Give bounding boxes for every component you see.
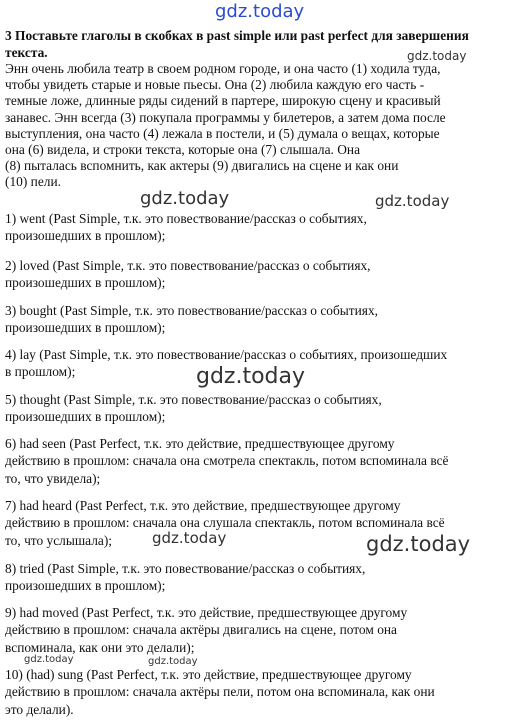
task-text-line: чтобы увидеть старые и новые пьесы. Она (2) любила каждую его часть - bbox=[5, 77, 425, 93]
task-text-line: занавес. Энн всегда (3) покупала программы у билетеров, а затем дома после bbox=[5, 109, 446, 125]
answer-2 bbox=[5, 257, 510, 292]
answer-line: произошедших в прошлом); bbox=[5, 409, 166, 425]
answer-line: 4) lay (Past Simple, т.к. это повествование/рассказ о событиях, произошедших bbox=[5, 347, 448, 362]
answer-4 bbox=[5, 346, 510, 381]
answer-line: произошедших в прошлом); bbox=[5, 320, 166, 336]
answer-3 bbox=[5, 302, 510, 337]
watermark-right-mid: gdz.today bbox=[375, 192, 450, 210]
watermark-lower-right: gdz.today bbox=[366, 532, 471, 556]
watermark-right-upper: gdz.today bbox=[407, 49, 467, 63]
answer-line: вспоминала, как они это делали); bbox=[5, 639, 195, 655]
answer-1 bbox=[5, 210, 510, 245]
answer-line: то, что увидела); bbox=[5, 470, 101, 486]
task-text-line: темные ложе, длинные ряды сидений в партере, широкую сцену и красивый bbox=[5, 93, 441, 109]
watermark-top: gdz.today bbox=[215, 1, 305, 22]
answer-5 bbox=[5, 391, 510, 426]
answer-line: 1) went (Past Simple, т.к. это повествование/рассказ о событиях, bbox=[5, 211, 367, 226]
answer-line: 2) loved (Past Simple, т.к. это повествование/рассказ о событиях, bbox=[5, 258, 371, 273]
task-text-line: (10) пели. bbox=[5, 174, 61, 190]
task-text-line: она (6) видела, и строки текста, которые она (7) слышала. Она bbox=[5, 142, 361, 158]
watermark-bottom-left: gdz.today bbox=[24, 654, 74, 665]
watermark-bottom-center: gdz.today bbox=[148, 656, 198, 667]
answer-7 bbox=[5, 497, 510, 549]
task-text-line: Энн очень любила театр в своем родном городе, и она часто (1) ходила туда, bbox=[5, 61, 441, 76]
answer-line: произошедших в прошлом); bbox=[5, 578, 166, 594]
answer-line: действию в прошлом: сначала она слушала спектакль, потом вспоминала всё bbox=[5, 515, 445, 531]
answer-9 bbox=[5, 604, 510, 656]
answer-line: 8) tried (Past Simple, т.к. это повествование/рассказ о событиях, bbox=[5, 561, 366, 576]
answer-line: то, что услышала); bbox=[5, 532, 113, 548]
answer-line: 10) (had) sung (Past Perfect, т.к. это действие, предшествующее другому bbox=[5, 667, 412, 682]
task-text bbox=[5, 61, 510, 191]
answer-line: 5) thought (Past Simple, т.к. это повествование/рассказ о событиях, bbox=[5, 392, 382, 407]
answer-line: произошедших в прошлом); bbox=[5, 228, 166, 244]
watermark-center: gdz.today bbox=[196, 364, 306, 389]
answer-10 bbox=[5, 666, 510, 718]
task-text-line: (8) пыталась вспомнить, как актеры (9) двигались на сцене и как они bbox=[5, 158, 399, 174]
answer-line: это делали). bbox=[5, 701, 74, 717]
answer-line: 9) had moved (Past Perfect, т.к. это действие, предшествующее другому bbox=[5, 605, 408, 620]
watermark-lower-center: gdz.today bbox=[152, 529, 227, 547]
answer-line: 6) had seen (Past Perfect, т.к. это действие, предшествующее другому bbox=[5, 436, 395, 451]
answer-line: действию в прошлом: сначала актёры двигались на сцене, потом она bbox=[5, 622, 397, 638]
answer-8 bbox=[5, 560, 510, 595]
answer-line: произошедших в прошлом); bbox=[5, 275, 166, 291]
watermark-left-mid: gdz.today bbox=[140, 188, 230, 209]
answer-6 bbox=[5, 435, 510, 487]
task-text-line: выступления, она часто (4) лежала в постели, и (5) думала о вещах, которые bbox=[5, 125, 440, 141]
task-title: 3 Поставьте глаголы в скобках в past simple или past perfect для завершения текста. bbox=[5, 28, 469, 60]
answer-line: 3) bought (Past Simple, т.к. это повествование/рассказ о событиях, bbox=[5, 303, 378, 318]
answer-line: в прошлом); bbox=[5, 364, 76, 380]
answer-line: действию в прошлом: сначала актёры пели, потом она вспоминала, как они bbox=[5, 684, 435, 700]
answer-line: действию в прошлом: сначала она смотрела спектакль, потом вспоминала всё bbox=[5, 453, 449, 469]
answer-line: 7) had heard (Past Perfect, т.к. это действие, предшествующее другому bbox=[5, 498, 401, 513]
